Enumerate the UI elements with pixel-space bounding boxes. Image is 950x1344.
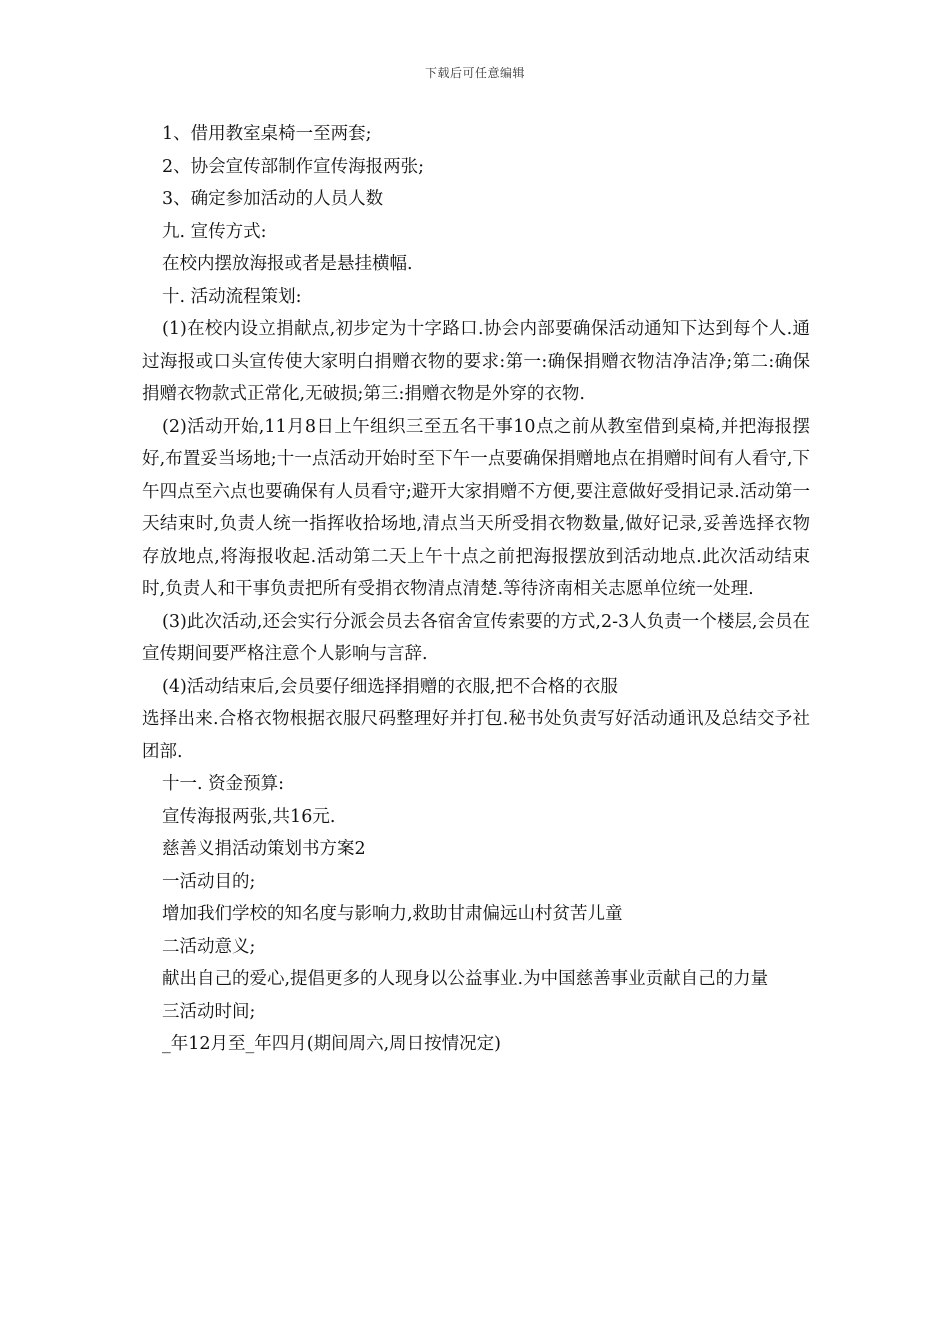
paragraph-2: 2、协会宣传部制作宣传海报两张; (162, 156, 425, 177)
paragraph-1: 1、借用教室桌椅一至两套; (162, 124, 372, 144)
paragraph-20: _年12月至_年四月(期间周六,周日按情况定) (162, 1034, 501, 1054)
paragraph-11: 选择出来.合格衣物根据衣服尺码整理好并打包.秘书处负责写好活动通讯及总结交予社团部. (142, 709, 810, 762)
document-subtitle: 慈善义捐活动策划书方案2 (162, 839, 366, 859)
paragraph-3: 3、确定参加活动的人员人数 (162, 189, 384, 209)
paragraph-7: (1)在校内设立捐献点,初步定为十字路口.协会内部要确保活动通知下达到每个人.通过海报或口头宣传使大家明白捐赠衣物的要求:第一:确保捐赠衣物洁净洁净;第二:确保捐赠衣物款式正常化,无破损;第三:捐赠衣物是外穿的衣物. (142, 319, 810, 404)
paragraph-13: 宣传海报两张,共16元. (162, 806, 336, 827)
section-heading-meaning: 二活动意义; (162, 936, 256, 957)
paragraph-8: (2)活动开始,11月8日上午组织三至五名干事10点之前从教室借到桌椅,并把海报摆好,布置妥当场地;十一点活动开始时至下午一点要确保捐赠地点在捐赠时间有人看守,下午四点至六点也要确保有人员看守;避开大家捐赠不方便,要注意做好受捐记录.活动第一天结束时,负责人统一指挥收拾场地,清点当天所受捐衣物数量,做好记录,妥善选择衣物存放地点,将海报收起.活动第二天上午十点之前把海报摆放到活动地点.此次活动结束时,负责人和干事负责把所有受捐衣物清点清楚.等待济南相关志愿单位统一处理. (142, 416, 810, 599)
section-heading-time: 三活动时间; (162, 1001, 256, 1022)
paragraph-10: (4)活动结束后,会员要仔细选择捐赠的衣服,把不合格的衣服 (162, 676, 618, 697)
section-heading-purpose: 一活动目的; (162, 871, 256, 892)
paragraph-9: (3)此次活动,还会实行分派会员去各宿舍宣传索要的方式,2-3人负责一个楼层,会员在宣传期间要严格注意个人影响与言辞. (142, 611, 810, 664)
section-heading-9: 九. 宣传方式: (162, 221, 267, 242)
section-heading-11: 十一. 资金预算: (162, 774, 285, 794)
paragraph-5: 在校内摆放海报或者是悬挂横幅. (162, 254, 413, 274)
paragraph-16: 增加我们学校的知名度与影响力,救助甘肃偏远山村贫苦儿童 (162, 904, 623, 924)
paragraph-18: 献出自己的爱心,提倡更多的人现身以公益事业.为中国慈善事业贡献自己的力量 (162, 969, 769, 989)
section-heading-10: 十. 活动流程策划: (162, 286, 302, 307)
document-body (142, 118, 810, 1061)
page-header: 下载后可任意编辑 (424, 66, 525, 80)
